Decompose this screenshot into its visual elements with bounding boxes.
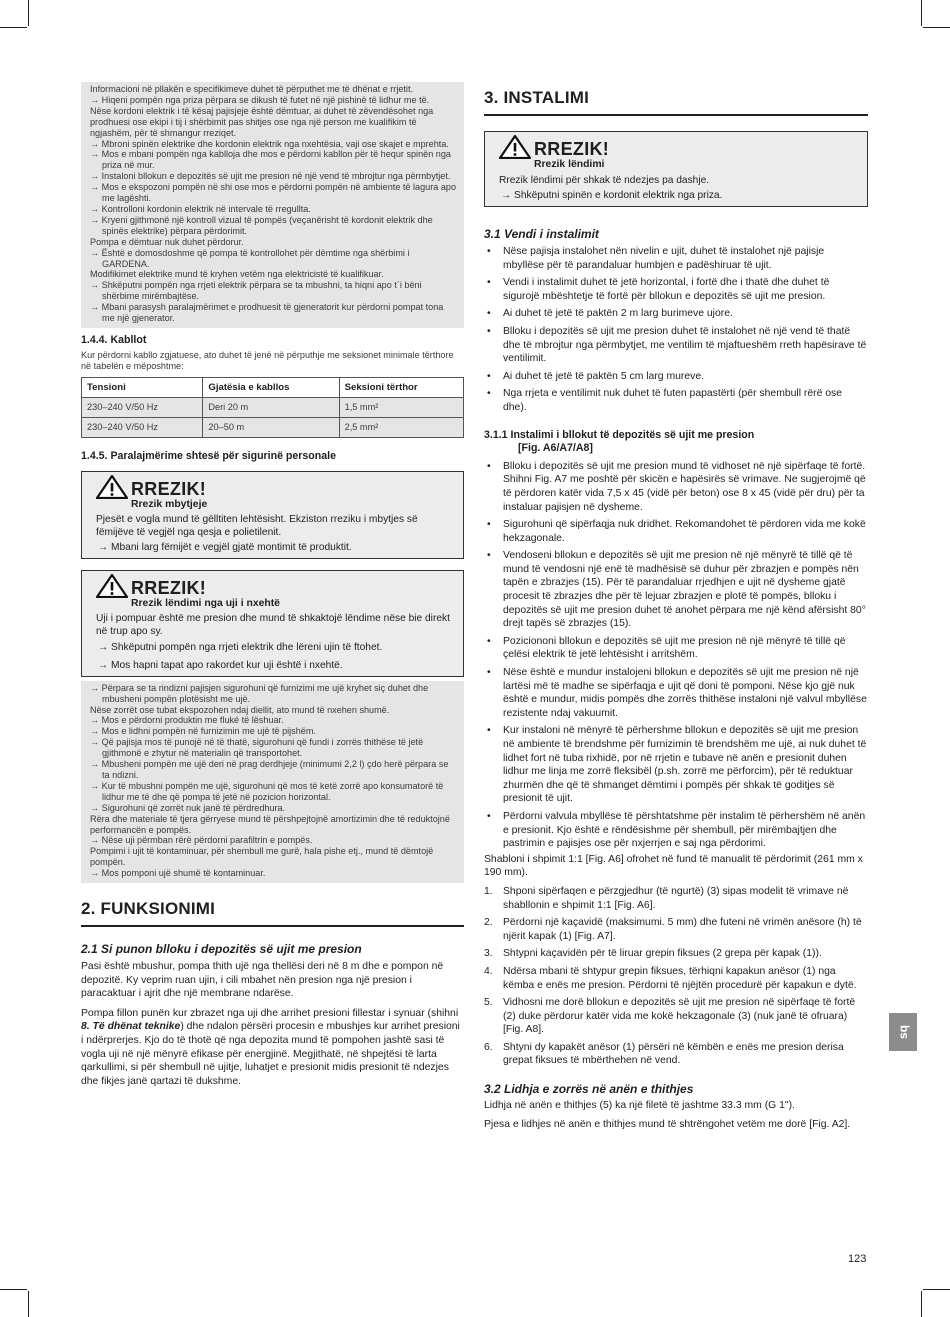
instruction-text: Kryeni gjithmonë një kontroll vizual të pompës (veçanërisht të kordonit elektrik dhe spinës elektrike) përpara përdorimit. [101,214,433,236]
step-text: Përdorni një kaçavidë (maksimumi. 5 mm) dhe futeni në vrimën anësore (h) të njërit kapak (1) [Fig. A7]. [503,917,862,942]
instruction-item [90,95,456,106]
instruction-item [90,803,456,814]
bullet-icon: • [487,388,491,400]
instruction-text: Pompa e dëmtuar nuk duhet përdorur. [90,236,244,247]
section-heading-1-4-4: 1.4.4. Kabllot [81,333,147,346]
instruction-item [90,182,456,204]
step-text: Shtypni kaçavidën për të liruar grepin fiksues (2 grepa për kapak (1)). [503,948,822,960]
step-number: 1. [484,885,493,897]
instruction-item [90,302,456,324]
warning-title: RREZIK! [131,577,207,598]
instruction-text: Mos e mbani pompën nga kablloja dhe mos e përdorni kabllon për të hequr spinën nga priza në mur. [101,149,451,171]
list-item-text: Blloku i depozitës së ujit me presion duhet të instalohet në një vend të thatë dhe të mbrojtur nga përmbytjet, me ventilim të mjaftueshëm rreth hapësirave të ventilimit. [503,325,867,365]
instruction-item [90,204,456,215]
table-cell: 2,5 mm² [339,417,463,437]
instruction-text: Rëra dhe materiale të tjera gërryese mund të përshpejtojnë amortizimin dhe të reduktojnë performancën e pompës. [90,813,450,835]
numbered-list [484,885,868,1068]
arrow-icon: → [90,171,102,182]
step-number: 4. [484,965,493,977]
language-code: sq [895,1024,910,1040]
step-text: Vidhosni me dorë bllokun e depozitës së ujit me presion në sipërfaqe të fortë (2) duke përdorur katër vida me kokë hekzagonale (3) (nuk janë të ofruara) [Fig. A8]. [503,997,856,1036]
paragraph: Shabloni i shpimit 1:1 [Fig. A6] ofrohet në fund të manualit të përdorimit (261 mm x 190 mm). [484,853,863,879]
safety-instructions-box-2 [81,681,464,883]
warning-text: Uji i pompuar është me presion dhe mund të shkaktojë lëndime nëse bie direkt në trup apo sy. [96,612,450,637]
step-number: 6. [484,1041,493,1053]
table-header: Tensioni [82,377,203,397]
bullet-icon: • [487,370,491,382]
bullet-icon: • [487,667,491,679]
bullet-list [484,245,868,415]
list-item-text: Vendi i instalimit duhet të jetë horizontal, i fortë dhe i thatë dhe duhet të sigurojë mbështetje të fortë për bllokun e depozitës së ujit me presion. [503,277,830,302]
crop-mark [28,1291,29,1317]
arrow-icon: → [90,182,102,193]
cable-text: Kur përdorni kabllo zgjatuese, ato duhet të jenë në përputhje me seksionet minimale tërthore në tabelën e mëposhtme: [81,349,454,371]
arrow-icon: → [90,138,102,149]
bullet-icon: • [487,460,491,472]
list-item-text: Ai duhet të jetë të paktën 2 m larg burimeve ujore. [503,308,733,320]
instruction-text: Mos e lidhni pompën në furnizimin me ujë të pijshëm. [101,726,316,737]
warning-triangle-icon [499,135,531,159]
arrow-icon: → [98,641,112,653]
warning-action-text: Shkëputni spinën e kordonit elektrik nga priza. [514,190,723,201]
subsection-heading-3-2: 3.2 Lidhja e zorrës në anën e thithjes [484,1082,694,1097]
table-cell: 20–50 m [203,417,339,437]
list-item [484,549,868,631]
list-item [484,307,868,321]
arrow-icon: → [501,190,515,201]
instruction-text: Mos pomponi ujë shumë të kontaminuar. [101,868,266,879]
paragraph-text: ) dhe ndalon përsëri procesin e mbushjes kur arrihet presioni i ndërprerjes. Kjo do të thotë që nga depozita mund të pompohen jashtë sasi të vogla uji në një mënyrë efikase për energjinë. Megjithatë, në shpejtësi të larta qarkullimi, si për shembull në ujitje, luhatjet e presionit midis presionit të ndezjes dhe fikjes janë qartazi të dukshme. [81,1021,460,1087]
section-heading-3: 3. INSTALIMI [484,82,868,116]
crop-mark [921,0,922,26]
instruction-item [90,280,456,302]
instruction-item [90,171,456,182]
list-item [484,518,868,545]
right-column [484,82,868,1131]
list-item [484,387,868,414]
instruction-item [90,759,456,781]
crop-mark [0,27,27,28]
bullet-icon: • [487,550,491,562]
list-item [484,666,868,720]
warning-box-injury [484,131,868,207]
instruction-text: Mos e ekspozoni pompën në shi ose mos e përdorni pompën në ambiente të lagura apo me lagështi. [101,182,456,204]
section-heading-1-4-5: 1.4.5. Paralajmërime shtesë për sigurinë personale [81,449,336,462]
step-item [484,947,868,961]
list-item [484,724,868,806]
arrow-icon: → [90,203,102,214]
instruction-text: Mbani parasysh paralajmërimet e prodhuesit të gjeneratorit kur përdorni pompat tona me një gjenerator. [101,302,444,324]
crop-mark [923,1289,950,1290]
cross-reference: 8. Të dhënat teknike [81,1021,181,1033]
arrow-icon: → [90,214,102,225]
step-number: 2. [484,917,493,929]
arrow-icon: → [90,835,102,846]
arrow-icon: → [90,302,102,313]
subsection-heading-3-1-1: 3.1.1 Instalimi i bllokut të depozitës së ujit me presion [484,428,755,441]
instruction-text: Pompimi i ujit të kontaminuar, për shembull me gurë, hala pishe etj., mund të dëmtojë pompën. [90,846,434,868]
section-heading-2: 2. FUNKSIONIMI [81,899,464,927]
bullet-list [484,460,868,851]
instruction-text: Kontrolloni kordonin elektrik në intervale të rregullta. [101,203,311,214]
left-column [81,82,464,1088]
instruction-text: Nëse zorrët ose tubat ekspozohen ndaj diellit, ato mund të nxehen shumë. [90,704,390,715]
arrow-icon: → [90,759,102,770]
arrow-icon: → [90,726,102,737]
instruction-text: Instaloni bllokun e depozitës së ujit me presion në një vend të mbrojtur nga përmbytjet. [101,171,451,182]
bullet-icon: • [487,635,491,647]
instruction-text: Modifikimet elektrike mund të kryhen vetëm nga elektricistë të kualifikuar. [90,269,384,280]
bullet-icon: • [487,519,491,531]
warning-action-text: Mos hapni tapat apo rakordet kur uji është i nxehtë. [111,659,343,671]
crop-mark [923,27,950,28]
arrow-icon: → [90,247,102,258]
subsection-heading-3-1: 3.1 Vendi i instalimit [484,227,599,241]
arrow-icon: → [90,780,102,791]
warning-triangle-icon [96,475,128,499]
list-item-text: Nëse është e mundur instalojeni bllokun e depozitës së ujit me presion në një lartësi më të madhe se sipërfaqja e ujit që doni të pomponi. Nëse kjo gjë nuk është e mundur, midis pompës dhe zorrës thithëse instaloni një valvul mbyllëse rezistente ndaj vakuumit. [503,667,867,719]
instruction-text: Mbroni spinën elektrike dhe kordonin elektrik nga nxehtësia, vaji ose skajet e mprehta. [101,138,449,149]
warning-action [96,541,456,554]
arrow-icon: → [90,737,102,748]
list-item-text: Vendoseni bllokun e depozitës së ujit me presion në një mënyrë të tillë që të mund të vendosni një enë të madhësisë së duhur për zbrazjen e pompës nën tapën e zbrazjes (15). Për të parandaluar rrjedhjen e ujit në dysheme gjatë procesit të zbrazjes dhe për të lejuar zbrazjen e plotë të pompës, blloku i depozitës së ujit me presion duhet të anohet përpara me një kënd afërsisht 80° drejt tapës së zbrazjes (15). [503,550,866,630]
table-header: Gjatësia e kabllos [203,377,339,397]
arrow-icon: → [90,802,102,813]
crop-mark [921,1291,922,1317]
warning-action-text: Mbani larg fëmijët e vegjël gjatë montimit të produktit. [111,541,352,553]
instruction-item [90,835,456,846]
list-item [484,810,868,851]
warning-box-choking [81,471,464,559]
bullet-icon: • [487,725,491,737]
paragraph: Lidhja në anën e thithjes (5) ka një filetë të jashtme 33.3 mm (G 1"). [484,1100,795,1112]
paragraph [81,1007,464,1089]
table-row [82,417,464,437]
instruction-item [90,781,456,803]
safety-instructions-box [81,82,464,328]
table-header: Seksioni tërthor [339,377,463,397]
instruction-item [90,139,456,150]
table-header-row [82,377,464,397]
warning-text: Rrezik lëndimi për shkak të ndezjes pa dashje. [499,175,710,186]
list-item [484,460,868,514]
bullet-icon: • [487,325,491,337]
instruction-text: Shkëputni pompën nga rrjeti elektrik përpara se ta mbushni, ta hiqni apo t´i bëni shërbime mirëmbajtëse. [101,280,422,302]
table-cell: 230–240 V/50 Hz [82,397,203,417]
arrow-icon: → [90,715,102,726]
warning-action [96,641,456,654]
step-text: Ndërsa mbani të shtypur grepin fiksues, tërhiqni kapakun anësor (1) nga këmba e enës me presion. Përdorni të njëjtën procedurë për kapakun e dytë. [503,965,857,991]
warning-subtitle: Rrezik lëndimi [534,159,605,170]
instruction-item [90,149,456,171]
instruction-text: Është e domosdoshme që pompa të kontrollohet për dëmtime nga shërbimi i GARDENA. [101,247,410,269]
warning-subtitle: Rrezik lëndimi nga uji i nxehtë [131,597,280,609]
instruction-item [90,726,456,737]
step-item [484,965,868,992]
table-cell: 230–240 V/50 Hz [82,417,203,437]
list-item [484,635,868,662]
arrow-icon: → [98,659,112,671]
step-item [484,1041,868,1068]
arrow-icon: → [90,149,102,160]
instruction-item [90,868,456,879]
arrow-icon: → [98,541,112,553]
table-cell: 1,5 mm² [339,397,463,417]
info-line [90,269,456,280]
list-item-text: Nga rrjeta e ventilimit nuk duhet të futen papastërti (për shembull rërë ose dhe). [503,388,843,413]
instruction-text: Kur të mbushni pompën me ujë, sigurohuni që mos të ketë zorrë apo konsumatorë të lidhur me të dhe që pompa të jetë në pozicion horizontal. [101,780,444,802]
instruction-text: Sigurohuni që zorrët nuk janë të përdredhura. [101,802,286,813]
instruction-text: Hiqeni pompën nga priza përpara se dikush të futet në një pishinë të lidhur me të. [101,94,430,105]
paragraph: Pasi është mbushur, pompa thith ujë nga thellësi deri në 8 m dhe e pompon në depozitë. Ky veprim ruan ujin, i cili mbahet nën presion nga një presion i paracaktuar i ajrit dhe një membrane ndarëse. [81,961,444,1000]
warning-action-text: Shkëputni pompën nga rrjeti elektrik dhe lëreni ujin të ftohet. [111,641,383,653]
warning-subtitle: Rrezik mbytjeje [131,498,208,510]
list-item [484,370,868,384]
cable-table [81,377,464,438]
step-item [484,996,868,1037]
bullet-icon: • [487,246,491,257]
bullet-icon: • [487,277,491,289]
arrow-icon: → [90,682,102,693]
instruction-item [90,215,456,237]
warning-action [96,659,456,672]
warning-title: RREZIK! [131,478,207,499]
step-item [484,885,868,912]
info-line [90,106,456,139]
list-item-text: Ai duhet të jetë të paktën 5 cm larg mureve. [503,370,704,382]
step-number: 5. [484,997,493,1009]
list-item-text: Blloku i depozitës së ujit me presion mund të vidhoset në një sipërfaqe të fortë. Shihni Fig. A7 me poshtë për skicën e hapësirës së vrimave. Ne sugjerojmë që të përdoren katër vida 7,5 x 45 (vidë për beton) ose 8 x 45 (vidë për dru) për ta instaluar pajisjen në dysheme. [503,460,866,513]
figure-reference: [Fig. A6/A7/A8] [518,442,593,455]
list-item-text: Kur instaloni në mënyrë të përhershme bllokun e depozitës së ujit me presion në ambiente të brendshme për furnizimin të brendshëm me ujë, ai nuk duhet të lidhet fort në tuba rixhidë, por në rrjetin e tubave në anën e presionit duhen lidhur me linja me zorrë fleksibël (p.sh. zorrë me përforcim), për të reduktuar zhurmën dhe që të shmanget dëmtimi i pompës për shkak të goditjes së presionit të ujit. [503,725,867,805]
list-item [484,276,868,303]
paragraph: Pjesa e lidhjes në anën e thithjes mund të shtrëngohet vetëm me dorë [Fig. A2]. [484,1118,851,1130]
list-item-text: Sigurohuni që sipërfaqja nuk dridhet. Rekomandohet të përdoren vida me kokë hekzagonale. [503,519,866,544]
step-text: Shponi sipërfaqen e përzgjedhur (të ngurtë) (3) sipas modelit të vrimave në shabllonin e shpimit 1:1 [Fig. A6]. [503,885,849,911]
warning-text: Pjesët e vogla mund të gëlltiten lehtësisht. Ekziston rreziku i mbytjes së fëmijëve të vegjël nga qesja e polietilenit. [96,513,418,538]
warning-triangle-icon [96,574,128,598]
bullet-icon: • [487,308,491,320]
instruction-text: Mbusheni pompën me ujë deri në prag derdhjeje (minimumi 2,2 l) çdo herë përpara se ta ndizni. [101,759,449,780]
language-tab [889,1013,917,1051]
info-line [90,846,456,868]
page-number: 123 [848,1253,867,1265]
warning-action [499,189,860,202]
instruction-item [90,248,456,270]
list-item-text: Nëse pajisja instalohet nën nivelin e ujit, duhet të instalohet një pajisje mbyllëse për të parandaluar humbjen e padëshiruar të ujit. [503,246,825,271]
crop-mark [28,0,29,26]
arrow-icon: → [90,868,102,879]
table-cell: Deri 20 m [203,397,339,417]
arrow-icon: → [90,94,102,105]
step-item [484,916,868,943]
instruction-text: Informacioni në pllakën e specifikimeve duhet të përputhet me të dhënat e rrjetit. [90,84,414,94]
step-text: Shtyni dy kapakët anësor (1) përsëri në këmbën e enës me presion derisa grepat fiksues të mbërthehen në vend. [503,1041,844,1067]
warning-box-hot-water [81,570,464,677]
list-item-text: Poziciononi bllokun e depozitës së ujit me presion në një mënyrë të tillë që çelësi elektrik të jetë lehtësisht i arritshëm. [503,635,846,661]
arrow-icon: → [90,280,102,291]
info-line [90,705,456,716]
instruction-item [90,737,456,759]
info-line [90,84,456,95]
list-item [484,325,868,366]
bullet-icon: • [487,810,491,822]
list-item-text: Përdorni valvula mbyllëse të përshtatshme për instalim të përhershëm në anën e presionit. Kjo është e rëndësishme për shembull, për mirëmbajtjen dhe pastrimin e pajisjes ose për nxjerrjen e saj nga përdorimi. [503,810,866,850]
instruction-item [90,683,456,705]
info-line [90,814,456,836]
subsection-heading-2-1: 2.1 Si punon blloku i depozitës së ujit me presion [81,942,362,957]
list-item [484,245,868,272]
instruction-text: Nëse uji përmban rërë përdorni parafiltrin e pompës. [101,835,313,846]
instruction-text: Nëse kordoni elektrik i të kësaj pajisjeje është dëmtuar, ai duhet të zëvendësohet nga prodhuesi ose ekipi i tij i shërbimit pas shitjes ose nga një person me kualifikim të ngjashëm, për të shmangur rreziqet. [90,105,434,138]
instruction-text: Që pajisja mos të punojë në të thatë, sigurohuni që fundi i zorrës thithëse të jetë gjithmonë e zhytur në materialin që transportohet. [101,737,424,759]
instruction-item [90,715,456,726]
warning-title: RREZIK! [534,139,610,159]
step-number: 3. [484,948,493,960]
crop-mark [0,1289,27,1290]
instruction-text: Përpara se ta rindizni pajisjen sigurohuni që furnizimi me ujë kryhet siç duhet dhe mbusheni pompën plotësisht me ujë. [101,682,429,704]
instruction-text: Mos e përdorni produktin me fluké të lëshuar. [101,715,284,726]
info-line [90,237,456,248]
paragraph-text: Pompa fillon punën kur zbrazet nga uji dhe arrihet presioni fillestar i synuar (shihni [81,1007,459,1019]
table-row [82,397,464,417]
